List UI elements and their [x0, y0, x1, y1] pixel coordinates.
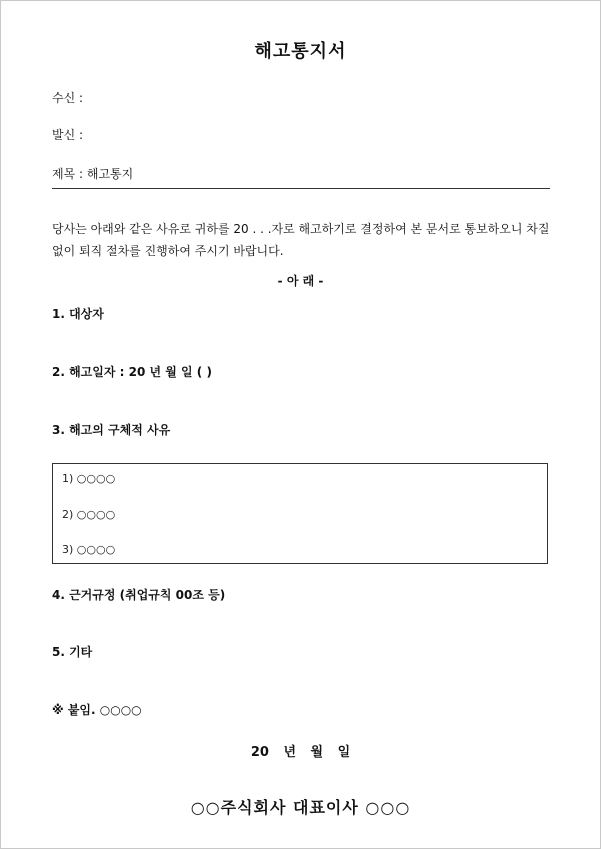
- subject-line: 제목 : 해고통지: [52, 167, 134, 181]
- header-divider: [52, 188, 550, 189]
- document-title: 해고통지서: [254, 41, 347, 62]
- reasons-box: [52, 463, 548, 564]
- section-dismissal-date: 2. 해고일자 : 20 년 월 일 ( ): [52, 365, 212, 379]
- section-other: 5. 기타: [52, 645, 93, 659]
- below-heading: - 아 래 -: [277, 274, 324, 288]
- section-reasons: 3. 해고의 구체적 사유: [52, 423, 171, 437]
- reason-item: 3) ○○○○: [62, 543, 116, 556]
- date-line: 20 년 월 일: [250, 745, 351, 760]
- section-target: 1. 대상자: [52, 307, 104, 321]
- reason-item: 2) ○○○○: [62, 508, 116, 521]
- recipient-line: 수신 :: [52, 91, 84, 105]
- section-regulation: 4. 근거규정 (취업규칙 00조 등): [52, 588, 226, 602]
- notice-body: 당사는 아래와 같은 사유로 귀하를 20 . . .자로 해고하기로 결정하여 본 문서로 통보하오니 차질 없이 퇴직 절차를 진행하여 주시기 바랍니다.: [52, 222, 550, 258]
- company-signature: ○○주식회사 대표이사 ○○○: [190, 798, 411, 817]
- sender-line: 발신 :: [52, 128, 84, 142]
- attachment-line: ※ 붙임. ○○○○: [52, 703, 142, 717]
- reason-item: 1) ○○○○: [62, 472, 116, 485]
